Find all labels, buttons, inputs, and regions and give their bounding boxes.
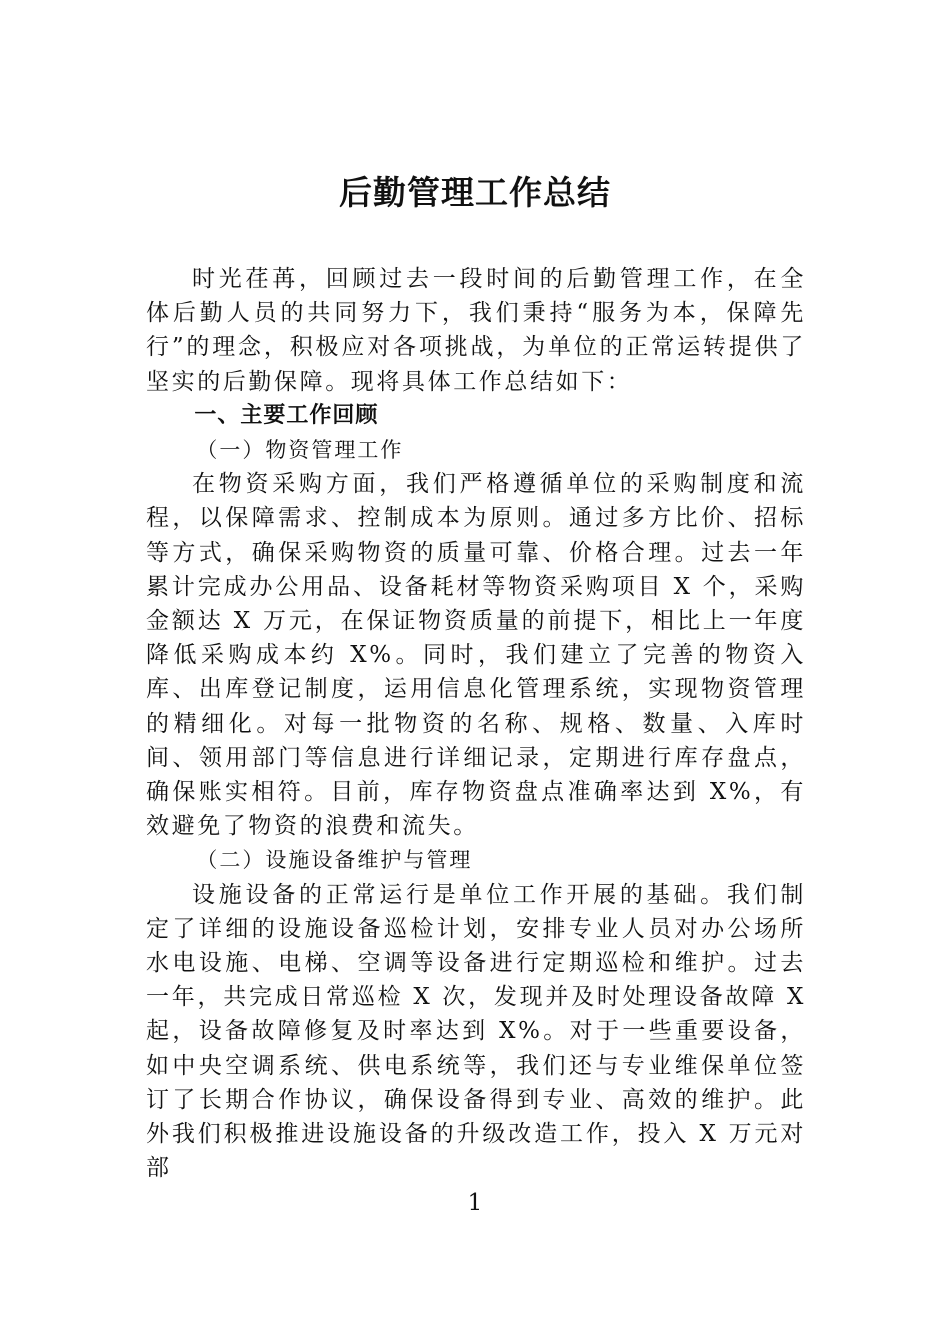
intro-paragraph: 时光荏苒，回顾过去一段时间的后勤管理工作，在全体后勤人员的共同努力下，我们秉持“服务为本，保障先行”的理念，积极应对各项挑战，为单位的正常运转提供了坚实的后勤保障。现将具体工作总结如下： (146, 266, 806, 395)
subsection-heading: （一）物资管理工作 (196, 438, 404, 463)
facilities-paragraph: 设施设备的正常运行是单位工作开展的基础。我们制定了详细的设施设备巡检计划，安排专业人员对办公场所水电设施、电梯、空调等设备进行定期巡检和维护。过去一年，共完成日常巡检 X 次，发现并及时处理设备故障 X 起，设备故障修复及时率达到 X%。对于一些重要设备，如中央空调系统、供电系统等，我们还与专业维保单位签订了长期合作协议，确保设备得到专业、高效的维护。此外我们积极推进设施设备的升级改造工作，投入 X 万元对部 (146, 881, 806, 1182)
subsection-heading: （二）设施设备维护与管理 (196, 848, 473, 873)
document-title: 后勤管理工作总结 (339, 173, 611, 212)
materials-paragraph: 在物资采购方面，我们严格遵循单位的采购制度和流程，以保障需求、控制成本为原则。通过多方比价、招标等方式，确保采购物资的质量可靠、价格合理。过去一年累计完成办公用品、设备耗材等物资采购项目 X 个，采购金额达 X 万元，在保证物资质量的前提下，相比上一年度降低采购成本约 X%。同时，我们建立了完善的物资入库、出库登记制度，运用信息化管理系统，实现物资管理的精细化。对每一批物资的名称、规格、数量、入库时间、领用部门等信息进行详细记录，定期进行库存盘点，确保账实相符。目前，库存物资盘点准确率达到 X%，有效避免了物资的浪费和流失。 (146, 471, 806, 840)
page-number: 1 (467, 1190, 483, 1216)
section-heading: 一、主要工作回顾 (194, 402, 379, 428)
document-body (146, 262, 806, 1185)
